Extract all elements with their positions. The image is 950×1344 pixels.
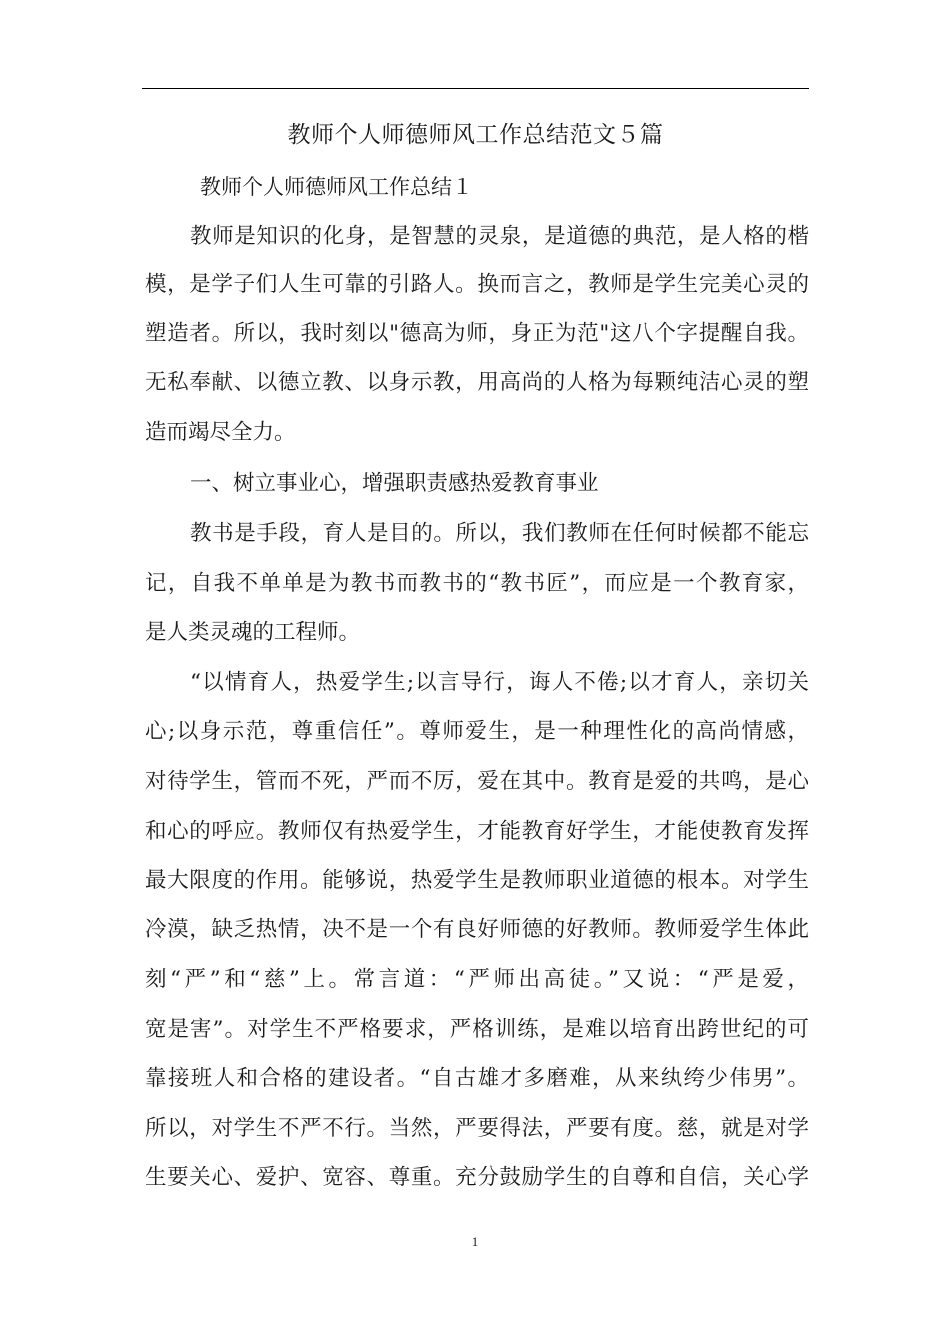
header-rule (142, 88, 809, 89)
text-line: 所以，对学生不严不行。当然，严要得法，严要有度。慈，就是对学 (145, 1116, 809, 1141)
text-line: 是人类灵魂的工程师。 (145, 620, 361, 645)
page-number: 1 (471, 1234, 479, 1249)
text-line: “以情育人，热爱学生;以言导行，诲人不倦;以才育人，亲切关 (190, 670, 809, 695)
text-line: 刻“严”和“慈”上。常言道：“严师出高徒。”又说：“严是爱， (145, 967, 809, 992)
text-line: 无私奉献、以德立教、以身示教，用高尚的人格为每颗纯洁心灵的塑 (145, 370, 809, 395)
text-line: 冷漠，缺乏热情，决不是一个有良好师德的好教师。教师爱学生体此 (145, 917, 809, 942)
text-line: 记，自我不单单是为教书而教书的“教书匠”，而应是一个教育家， (145, 571, 809, 596)
text-line: 造而竭尽全力。 (145, 420, 296, 445)
text-line: 生要关心、爱护、宽容、尊重。充分鼓励学生的自尊和自信，关心学 (145, 1165, 809, 1190)
text-line: 模，是学子们人生可靠的引路人。换而言之，教师是学生完美心灵的 (145, 272, 809, 297)
section-subtitle: 教师个人师德师风工作总结１ (200, 175, 473, 199)
text-line: 宽是害”。对学生不严格要求，严格训练，是难以培育出跨世纪的可 (145, 1017, 809, 1042)
text-line: 和心的呼应。教师仅有热爱学生，才能教育好学生，才能使教育发挥 (145, 819, 809, 844)
text-line: 靠接班人和合格的建设者。“自古雄才多磨难，从来纨绔少伟男”。 (145, 1066, 809, 1091)
section-heading: 一、树立事业心，增强职责感热爱教育事业 (190, 471, 599, 496)
text-line: 最大限度的作用。能够说，热爱学生是教师职业道德的根本。对学生 (145, 868, 809, 893)
text-line: 对待学生，管而不死，严而不厉，爱在其中。教育是爱的共鸣，是心 (145, 769, 809, 794)
text-line: 教师是知识的化身，是智慧的灵泉，是道德的典范，是人格的楷 (190, 224, 809, 249)
text-line: 心;以身示范，尊重信任”。尊师爱生，是一种理性化的高尚情感， (145, 719, 809, 744)
document-title: 教师个人师德师风工作总结范文５篇 (287, 122, 664, 148)
text-line: 教书是手段，育人是目的。所以，我们教师在任何时候都不能忘 (190, 521, 809, 546)
text-line: 塑造者。所以，我时刻以"德高为师，身正为范"这八个字提醒自我。 (145, 321, 809, 346)
